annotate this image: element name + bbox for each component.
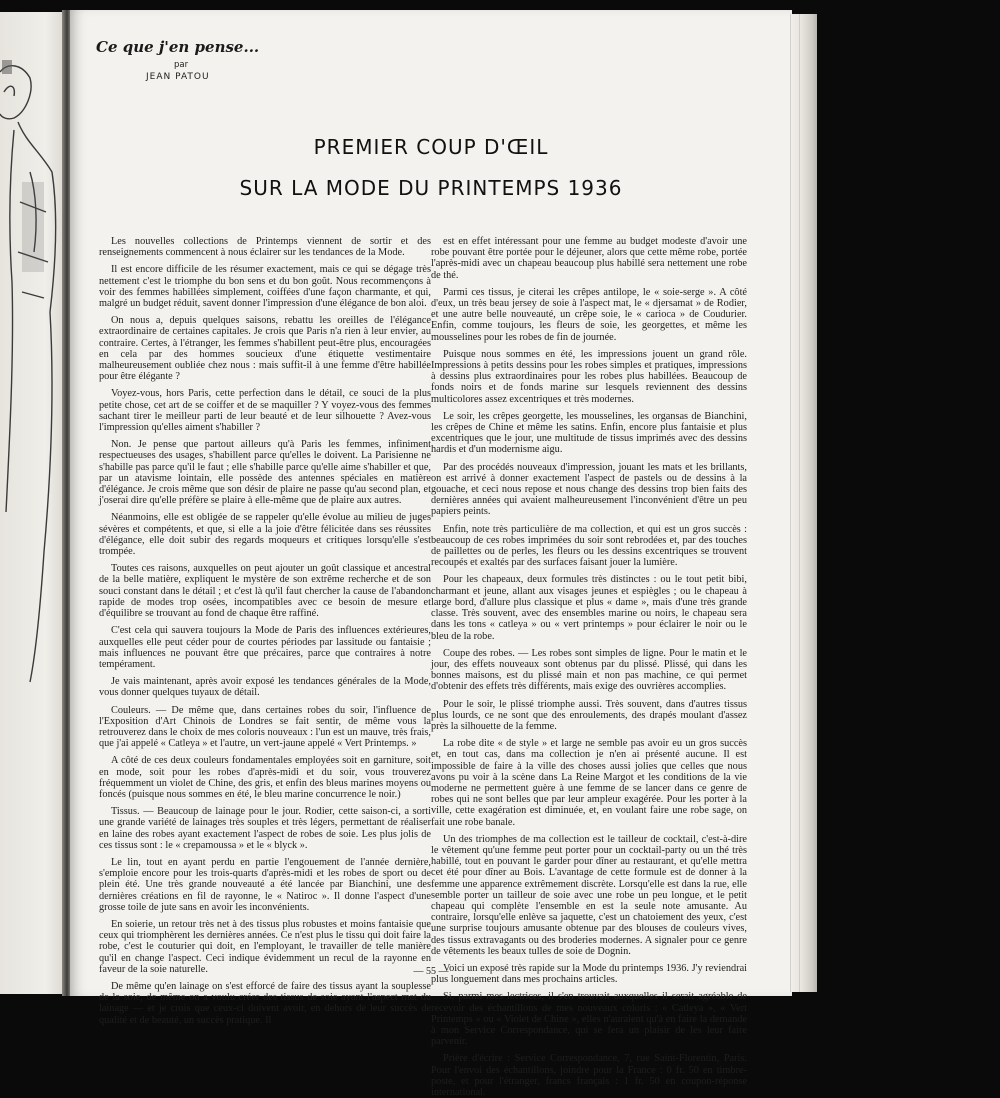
paragraph: Couleurs. — De même que, dans certaines robes du soir, l'influence de l'Exposition d'Art Chinois de Londres se fait sentir, de même vous la retrouverez dans le choix de mes coloris nouveaux : l'un est un mauve, très frais, que j'ai appelé « Catleya » et l'autre, un vert-jaune appelé « Vert Printemps. » bbox=[99, 704, 431, 750]
page-number: — 55 — bbox=[413, 966, 449, 977]
paragraph: Parmi ces tissus, je citerai les crêpes antilope, le « soie-serge ». A côté d'eux, un très beau jersey de soie à l'aspect mat, le « djersamat » de Rodier, et une autre belle nouveauté, un crêpe soie, le « carioca » de Coudurier. Enfin, comme toujours, les fleurs de soie, les georgettes, et même les mousselines pour les robes de fin de journée. bbox=[431, 286, 747, 343]
paragraph: On nous a, depuis quelques saisons, rebattu les oreilles de l'élégance extraordinaire de certaines capitales. Je crois que Paris n'a rien à leur envier, au contraire. Certes, à l'étranger, les femmes s'habillent peut-être plus, encouragées en cela par des hommes soucieux d'une étiquette vestimentaire malheureusement oubliée chez nous : mais suffit-il à une femme d'être habillée pour être élégante ? bbox=[99, 315, 431, 383]
paragraph: Par des procédés nouveaux d'impression, jouant les mats et les brillants, on est arrivé à donner exactement l'aspect de pastels ou de dessins à la gouache, et ceci nous repose et nous change des dessins trop bien faits des dernières années qui avaient malheureusement l'inconvénient d'être un peu papiers peints. bbox=[431, 461, 747, 518]
paragraph: Le lin, tout en ayant perdu en partie l'engouement de l'année dernière, s'emploie encore pour les trois-quarts d'après-midi et les robes de sport ou de plein été. Une très grande nouveauté a été lancée par Bianchini, une des dernières créations en fil de rayonne, le « Natiroc ». Il donne l'aspect d'une grosse toile de jute sans en avoir les inconvénients. bbox=[99, 856, 431, 913]
magazine-page bbox=[70, 10, 792, 1098]
paragraph: Les nouvelles collections de Printemps viennent de sortir et des renseignements commencent à nous éclairer sur les tendances de la Mode. bbox=[99, 236, 431, 259]
column-title: Ce que j'en pense... bbox=[96, 38, 260, 56]
paragraph: Toutes ces raisons, auxquelles on peut ajouter un goût classique et ancestral de la belle matière, expliquent le mystère de son extrême recherche et de son souci constant dans le détail ; et c'est là qu'il faut chercher la cause de l'abandon rapide de modes trop osées, incompatibles avec ce besoin de mesure et d'équilibre se trouvant au fond de chaque être raffiné. bbox=[99, 563, 431, 620]
author-name: JEAN PATOU bbox=[146, 72, 210, 82]
paragraph: Voyez-vous, hors Paris, cette perfection dans le détail, ce souci de la plus petite chose, cet art de se coiffer et de se maquiller ? Y voyez-vous des femmes sachant tirer le meilleur parti de leur beauté et de leur silhouette ? Avez-vous l'impression qu'elles aiment s'habiller ? bbox=[99, 388, 431, 434]
paragraph: Coupe des robes. — Les robes sont simples de ligne. Pour le matin et le jour, des effets nouveaux sont obtenus par du plissé. Plissé, qui dans les bonnes maisons, est du plissé main et non pas machine, ce qui permet d'obtenir des effets très différents, mais exige des ouvrières accomplies. bbox=[431, 647, 747, 693]
paragraph: Un des triomphes de ma collection est le tailleur de cocktail, c'est-à-dire le vêtement qu'une femme peut porter pour un cocktail-party ou un thé très habillé, tout en pouvant le garder pour dîner au restaurant, et qu'elle mettra cet été pour dîner au Bois. L'avantage de cette formule est de donner à la femme une apparence extrêmement discrète. Lorsqu'elle est dans la rue, elle semble porter un tailleur de soie avec une robe un peu longue, et le petit chapeau qui complète l'ensemble en est la seule note amusante. Au contraire, lorsqu'elle enlève sa jaquette, c'est un chatoiement des yeux, c'est une surprise toujours amusante obtenue par des blouses de couleurs vives, des tissus extravagants ou des broderies modernes. A signaler pour ce genre de vêtements les beaux tulles de soie de Dognin. bbox=[431, 833, 747, 957]
paragraph: Non. Je pense que partout ailleurs qu'à Paris les femmes, infiniment respectueuses des usages, s'habillent parce qu'elles le doivent. La Parisienne ne s'habille pas parce qu'il le faut ; elle s'habille parce qu'elle aime s'habiller et que, par un atavisme lointain, elle possède des antennes spéciales en matière d'élégance. Je crois même que son désir de plaire ne passe qu'au second plan, et j'oserai dire qu'elle préfère se plaire à elle-même que de plaire aux autres. bbox=[99, 439, 431, 507]
byline-par: par bbox=[174, 60, 189, 70]
paragraph: Pour les chapeaux, deux formules très distinctes : ou le tout petit bibi, charmant et jeune, allant aux visages jeunes et espiègles ; ou le chapeau à large bord, d'allure plus classique et plus « dame », mais d'une très grande classe. Très souvent, avec des ensembles marine ou noirs, le chapeau sera dans les tons « catleya » ou « vert printemps » pour éclairer le noir ou le bleu de la robe. bbox=[431, 574, 747, 642]
headline-line-1: PREMIER COUP D'ŒIL bbox=[313, 135, 549, 159]
paragraph: est en effet intéressant pour une femme au budget modeste d'avoir une robe pouvant être portée pour le déjeuner, alors que cette même robe, portée l'après-midi avec un chapeau beaucoup plus habillé sera nettement une robe de thé. bbox=[431, 236, 747, 281]
paragraph: C'est cela qui sauvera toujours la Mode de Paris des influences extérieures, auxquelles elle peut céder pour de courtes périodes par lassitude ou fantaisie ; mais influences ne pouvant être que précaires, parce que contraires à notre tempérament. bbox=[99, 625, 431, 670]
paragraph: Enfin, note très particulière de ma collection, et qui est un gros succès : beaucoup de ces robes imprimées du soir sont rebrodées et, par des touches de paillettes ou de perles, les fleurs ou les dessins excentriques se trouvent recoupés et exaltés par des surfaces faisant jouer la lumière. bbox=[431, 523, 747, 569]
paragraph: Il est encore difficile de les résumer exactement, mais ce qui se dégage très nettement c'est le triomphe du bon sens et du bon goût. Nous recommençons à voir des femmes habillées simplement, coiffées d'une façon charmante, et qui, malgré un budget réduit, savent donner l'impression d'une élégance de bon aloi. bbox=[99, 264, 431, 310]
headline-line-2: SUR LA MODE DU PRINTEMPS 1936 bbox=[239, 176, 623, 200]
fashion-sketch-figure bbox=[0, 52, 66, 692]
paragraph: Le soir, les crêpes georgette, les mousselines, les organsas de Bianchini, les crêpes de Chine et même les satins. Enfin, encore plus fantaisie et plus excentriques que le jour, une multitude de tissus imprimés avec des dessins hardis et d'un modernisme aigu. bbox=[431, 410, 747, 456]
paragraph: Je vais maintenant, après avoir exposé les tendances générales de la Mode, vous donner quelques tuyaux de détail. bbox=[99, 676, 431, 699]
paragraph: En soierie, un retour très net à des tissus plus robustes et moins fantaisie que ceux qui triomphèrent les dernières années. Ce n'est plus le tissu qui doit faire la robe, c'est le couturier qui doit, en l'employant, le travailler de telle manière qu'il en change l'aspect. Ceci indique évidemment un recul de la rayonne en faveur de la soie naturelle. bbox=[99, 918, 431, 975]
page-stack-edge bbox=[790, 14, 817, 992]
paragraph: Tissus. — Beaucoup de lainage pour le jour. Rodier, cette saison-ci, a sorti une grande variété de lainages très souples et très légers, permettant de réaliser en laine des robes ayant exactement l'aspect de robes de soie. Les plus jolis de ces tissus sont : le « crepamoussa » et le « blyck ». bbox=[99, 806, 431, 851]
paragraph: Voici un exposé très rapide sur la Mode du printemps 1936. J'y reviendrai plus longuement dans mes prochains articles. bbox=[431, 962, 747, 986]
paragraph: Pour le soir, le plissé triomphe aussi. Très souvent, dans d'autres tissus plus lourds, ce ne sont que des enroulements, des drapés moulant d'assez près la silhouette de la femme. bbox=[431, 698, 747, 732]
paragraph: La robe dite « de style » et large ne semble pas avoir eu un gros succès et, en tout cas, dans ma collection je n'en ai présenté aucune. Il est impossible de faire à la ville des choses aussi jolies que celles que nous avons pu voir à la scène dans La Reine Margot et les conditions de la vie moderne ne permettent guère à une femme de se lancer dans ce genre de robes qui ne sont belles que par leur ampleur exagérée. Pour les porter à la ville, cette exagération est diminuée, et, en voulant faire une robe sage, on fait une robe banale. bbox=[431, 738, 747, 828]
paragraph: Prière d'écrire : Service Correspondance, 7, rue Saint-Florentin, Paris. Pour l'envoi des échantillons, joindre pour la France : 0 fr. 50 en timbre-poste, et pour l'étranger, francs français : 1 fr. 50 en coupon-réponse international. bbox=[431, 1053, 747, 1098]
paragraph: A côté de ces deux couleurs fondamentales employées soit en garniture, soit en mode, soit pour les robes d'après-midi et du soir, vous trouverez fréquemment un violet de Chine, des gris, et enfin des bleus marines moyens ou foncés (puisque nous sommes en été, le bleu marine concurrence le noir.) bbox=[99, 755, 431, 800]
facing-page-left bbox=[0, 12, 66, 994]
paragraph: Néanmoins, elle est obligée de se rappeler qu'elle évolue au milieu de juges sévères et compétents, et que, si elle a la joie d'être félicitée dans ses réussites d'élégance, elle doit subir des regards moqueurs et critiques lorsqu'elle s'est trompée. bbox=[99, 512, 431, 558]
paragraph: De même qu'en lainage on s'est efforcé de faire des tissus ayant la souplesse de la soie, de même on a voulu créer des tissus de soie ayant l'aspect mat du lainage — et je crois que ceux-ci doivent avoir, en dehors de leur succès de qualité et de beauté, un succès pratique. Il bbox=[99, 980, 431, 1026]
paragraph: Puisque nous sommes en été, les impressions jouent un grand rôle. Impressions à petits dessins pour les robes simples et pratiques, impressions à dessins plus extraordinaires pour les robes plus habillées. Beaucoup de fonds noirs et de fonds marine sur lesquels reviennent des dessins multicolores assez excentriques et très modernes. bbox=[431, 348, 747, 405]
paragraph: Si, parmi mes lectrices, il s'en trouvait auxquelles il serait agréable de recevoir des échantillons de mes nouveaux coloris : « Catleya », « Vert Printemps » ou « Violet de Chine », elles n'auraient qu'à en faire la demande à mon Service Correspondance, qui se fera un plaisir de les leur faire parvenir. bbox=[431, 991, 747, 1048]
